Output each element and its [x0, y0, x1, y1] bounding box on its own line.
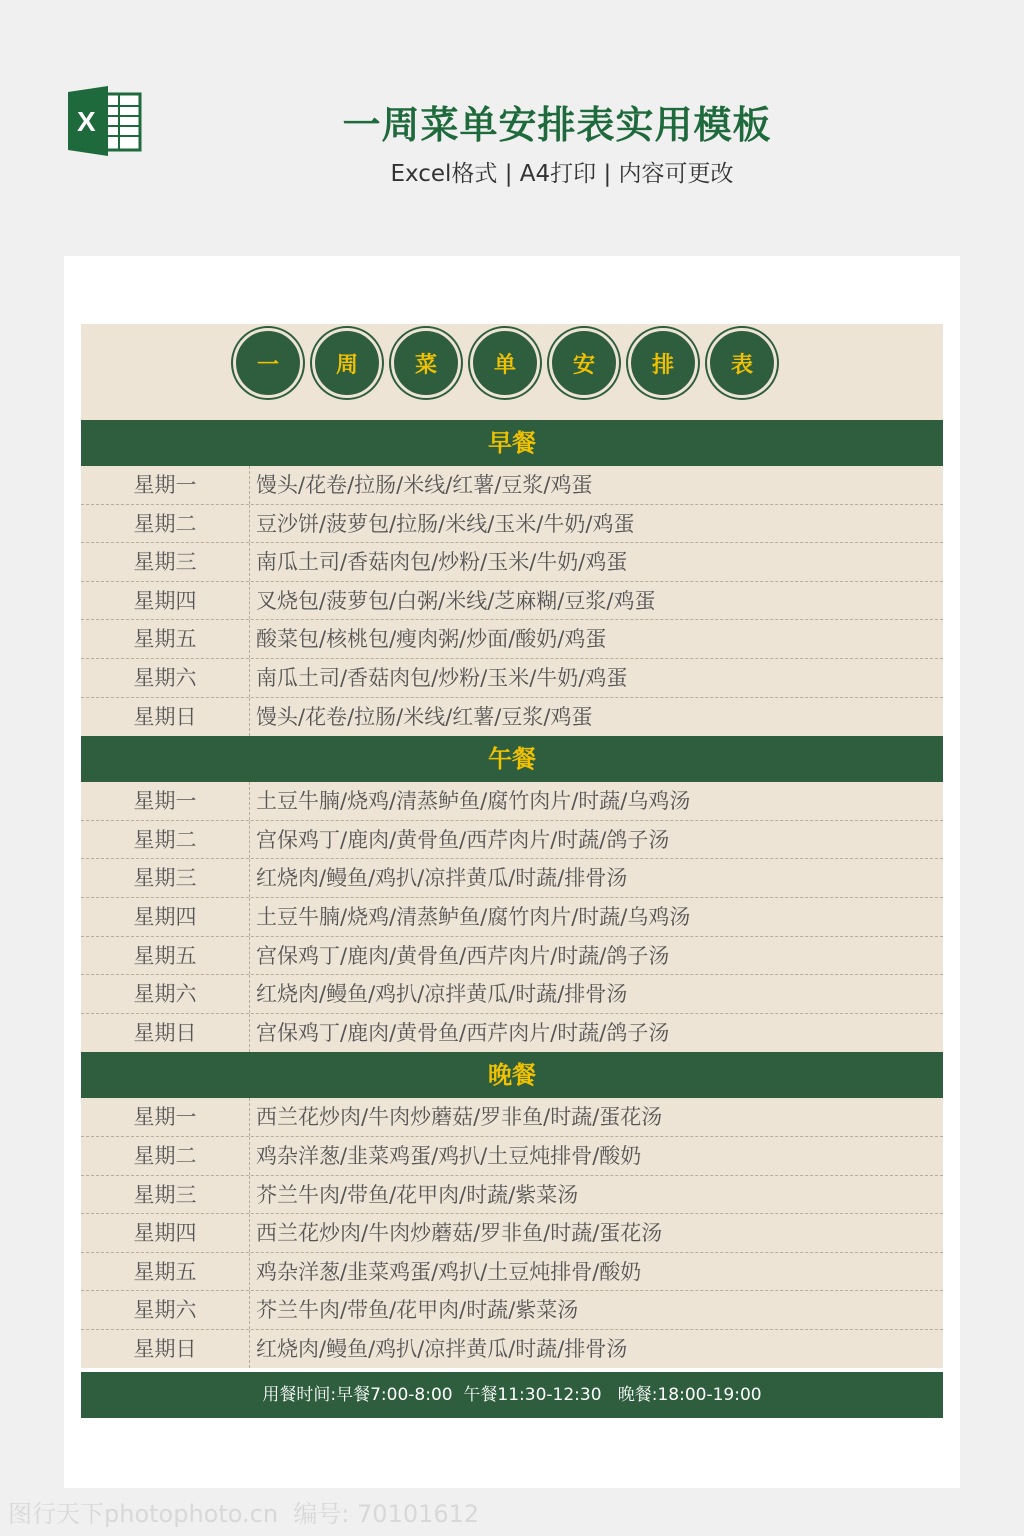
- day-cell: 星期五: [81, 620, 250, 658]
- table-row: [81, 1098, 943, 1137]
- title-circle: 安: [549, 328, 619, 398]
- menu-cell: 红烧肉/鳗鱼/鸡扒/凉拌黄瓜/时蔬/排骨汤: [256, 866, 628, 891]
- menu-cell: 南瓜土司/香菇肉包/炒粉/玉米/牛奶/鸡蛋: [256, 665, 628, 690]
- menu-cell: 西兰花炒肉/牛肉炒蘑菇/罗非鱼/时蔬/蛋花汤: [256, 1105, 663, 1130]
- menu-cell: 芥兰牛肉/带鱼/花甲肉/时蔬/紫菜汤: [256, 1182, 579, 1207]
- day-cell: 星期六: [81, 1291, 250, 1329]
- menu-cell: 土豆牛腩/烧鸡/清蒸鲈鱼/腐竹肉片/时蔬/乌鸡汤: [256, 904, 691, 929]
- table-row: [81, 898, 943, 937]
- meal-times-footer: 用餐时间:早餐7:00-8:00 午餐11:30-12:30 晚餐:18:00-19:00: [81, 1372, 943, 1418]
- menu-cell: 鸡杂洋葱/韭菜鸡蛋/鸡扒/土豆炖排骨/酸奶: [256, 1143, 642, 1168]
- day-cell: 星期二: [81, 1137, 250, 1175]
- day-cell: 星期二: [81, 505, 250, 543]
- table-row: [81, 782, 943, 821]
- title-circles: [233, 328, 777, 398]
- table-row: [81, 543, 943, 582]
- table-row: [81, 1330, 943, 1369]
- title-circle: 单: [470, 328, 540, 398]
- table-row: [81, 659, 943, 698]
- title-circle: 一: [233, 328, 303, 398]
- day-cell: 星期一: [81, 1098, 250, 1136]
- table-row: [81, 1291, 943, 1330]
- section-title: 早餐: [81, 420, 943, 466]
- table-row: [81, 582, 943, 621]
- table-row: [81, 859, 943, 898]
- menu-cell: 豆沙饼/菠萝包/拉肠/米线/玉米/牛奶/鸡蛋: [256, 511, 635, 536]
- table-row: [81, 975, 943, 1014]
- day-cell: 星期六: [81, 975, 250, 1013]
- day-cell: 星期四: [81, 1214, 250, 1252]
- table-row: [81, 1137, 943, 1176]
- day-cell: 星期日: [81, 698, 250, 737]
- table-row: [81, 1014, 943, 1053]
- section-lunch: [81, 736, 943, 1052]
- table-row: [81, 1214, 943, 1253]
- section-title: 晚餐: [81, 1052, 943, 1098]
- table-row: [81, 620, 943, 659]
- watermark: 图行天下photophoto.cn 编号: 70101612: [8, 1500, 480, 1528]
- table-row: [81, 505, 943, 544]
- day-cell: 星期五: [81, 1253, 250, 1291]
- day-cell: 星期五: [81, 937, 250, 975]
- section-breakfast: [81, 420, 943, 736]
- page-subtitle: Excel格式 | A4打印 | 内容可更改: [390, 161, 734, 187]
- table-row: [81, 466, 943, 505]
- section-title: 午餐: [81, 736, 943, 782]
- table-row: [81, 1253, 943, 1292]
- day-cell: 星期四: [81, 898, 250, 936]
- menu-table: [81, 324, 943, 1418]
- table-row: [81, 698, 943, 737]
- menu-cell: 土豆牛腩/烧鸡/清蒸鲈鱼/腐竹肉片/时蔬/乌鸡汤: [256, 789, 691, 814]
- table-row: [81, 821, 943, 860]
- menu-cell: 宫保鸡丁/鹿肉/黄骨鱼/西芹肉片/时蔬/鸽子汤: [256, 943, 670, 968]
- menu-cell: 馒头/花卷/拉肠/米线/红薯/豆浆/鸡蛋: [256, 704, 593, 729]
- menu-cell: 红烧肉/鳗鱼/鸡扒/凉拌黄瓜/时蔬/排骨汤: [256, 1336, 628, 1361]
- day-cell: 星期三: [81, 1176, 250, 1214]
- section-dinner: [81, 1052, 943, 1368]
- day-cell: 星期一: [81, 466, 250, 504]
- title-circle: 表: [707, 328, 777, 398]
- page-title: 一周菜单安排表实用模板: [342, 103, 772, 147]
- day-cell: 星期三: [81, 543, 250, 581]
- banner: [81, 324, 943, 420]
- day-cell: 星期三: [81, 859, 250, 897]
- day-cell: 星期二: [81, 821, 250, 859]
- title-circle: 周: [312, 328, 382, 398]
- svg-text:X: X: [77, 106, 96, 137]
- menu-cell: 西兰花炒肉/牛肉炒蘑菇/罗非鱼/时蔬/蛋花汤: [256, 1221, 663, 1246]
- menu-cell: 鸡杂洋葱/韭菜鸡蛋/鸡扒/土豆炖排骨/酸奶: [256, 1259, 642, 1284]
- day-cell: 星期一: [81, 782, 250, 820]
- menu-cell: 芥兰牛肉/带鱼/花甲肉/时蔬/紫菜汤: [256, 1298, 579, 1323]
- menu-cell: 馒头/花卷/拉肠/米线/红薯/豆浆/鸡蛋: [256, 473, 593, 497]
- menu-cell: 红烧肉/鳗鱼/鸡扒/凉拌黄瓜/时蔬/排骨汤: [256, 982, 628, 1007]
- day-cell: 星期日: [81, 1014, 250, 1053]
- menu-cell: 南瓜土司/香菇肉包/炒粉/玉米/牛奶/鸡蛋: [256, 550, 628, 575]
- title-circle: 菜: [391, 328, 461, 398]
- menu-cell: 酸菜包/核桃包/瘦肉粥/炒面/酸奶/鸡蛋: [256, 627, 607, 652]
- table-row: [81, 1176, 943, 1215]
- menu-cell: 叉烧包/菠萝包/白粥/米线/芝麻糊/豆浆/鸡蛋: [256, 588, 656, 613]
- table-row: [81, 937, 943, 976]
- day-cell: 星期六: [81, 659, 250, 697]
- day-cell: 星期日: [81, 1330, 250, 1369]
- menu-cell: 宫保鸡丁/鹿肉/黄骨鱼/西芹肉片/时蔬/鸽子汤: [256, 1020, 670, 1045]
- title-circle: 排: [628, 328, 698, 398]
- day-cell: 星期四: [81, 582, 250, 620]
- menu-cell: 宫保鸡丁/鹿肉/黄骨鱼/西芹肉片/时蔬/鸽子汤: [256, 827, 670, 852]
